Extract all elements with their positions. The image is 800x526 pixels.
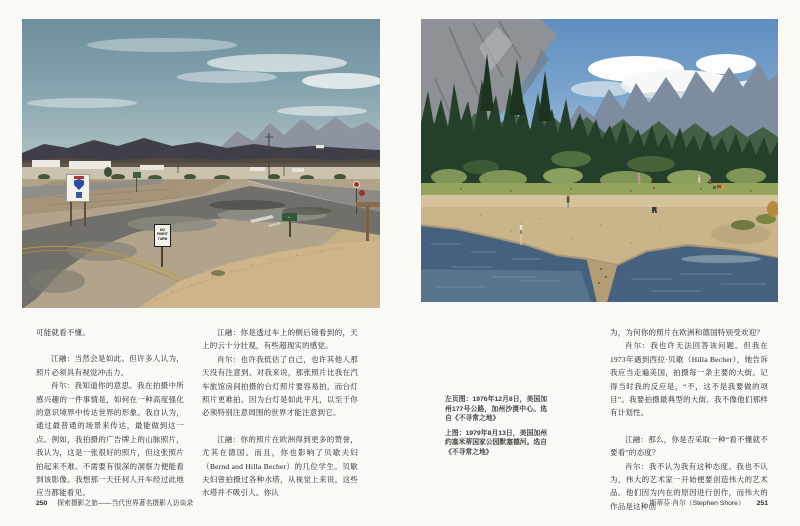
paragraph: 可能就看不懂。 — [36, 328, 90, 337]
sign-post — [136, 178, 137, 192]
paragraph: 江融：你是透过车上的侧后镜看到的，天上的云十分壮观，有些超现实的感觉。 — [202, 328, 358, 351]
no-right-turn-sign — [154, 224, 171, 247]
no-right-turn-text: NO RIGHT TURN — [157, 228, 168, 241]
interstate-shield-sign — [66, 174, 90, 202]
sign-post — [356, 188, 357, 214]
photo-caption: 上图：1979年8月13日，美国加州约塞米蒂国家公园默塞德河。选自《不寻常之地》 — [445, 429, 547, 456]
sign-post — [289, 221, 291, 237]
red-round-sign — [359, 190, 365, 196]
sign-post — [70, 202, 72, 226]
clouds — [27, 38, 380, 116]
footer-left — [36, 497, 366, 507]
sign-post — [161, 247, 163, 267]
page-number: 251 — [756, 500, 768, 507]
paragraph: 肖尔：也许我低估了自己，也许其他人那天没有注意到。对我来说，那张照片比我在汽车旅馆房间拍摄的台灯照片要容易拍，而台灯照片更难拍。因为台灯是如此平凡，以至于你必须特别注意周围的世界才能注意到它。 — [202, 354, 358, 418]
chapter-title: 斯蒂芬·肖尔（Stephen Shore） — [649, 500, 745, 507]
merced-river-illustration — [421, 19, 778, 302]
text-column-3 — [610, 326, 768, 513]
meadow — [421, 183, 778, 197]
book-title: 探索摄影之旅——当代世界著名摄影人访谈录 — [57, 500, 194, 507]
shield-icon — [74, 179, 84, 190]
paragraph: 为，为何你的照片在欧洲和德国特别受欢迎？ — [610, 328, 764, 337]
paragraph: 江融：你的照片在欧洲得到更多的赞誉，尤其在德国。而且，你也影响了贝歇夫妇（Bernd and Hilla Becher）的几位学生。贝歇夫妇曾拍摄过各种水塔，从视觉上来说，这些水塔并不吸引人。你认 — [202, 434, 358, 498]
sign-post — [84, 202, 86, 226]
shield-small-mark — [76, 192, 82, 198]
text-column-2 — [202, 326, 358, 500]
sign-post — [366, 207, 369, 241]
paragraph: 肖尔：我也许无法回答该问题。但我在1973年遇到西拉·贝歇（Hilla Becher），她告诉我应当走遍美国，拍摄每一条主要的大街。记得当时我的反应是，“不，这不是我要做的项目”。我要拍摄最典型的大街。我不像他们那样有计划性。 — [610, 341, 768, 418]
green-arrow-sign — [282, 213, 297, 221]
page-number: 250 — [36, 500, 48, 507]
photo-desert-crossroads — [22, 19, 380, 308]
left-arrow-icon: ← — [286, 214, 293, 220]
footer-right — [560, 497, 768, 507]
text-column-1 — [36, 326, 184, 500]
desert-crossroads-illustration — [22, 19, 380, 308]
distant-vehicle — [316, 145, 324, 149]
red-round-sign — [353, 181, 360, 188]
paragraph: 江融：那么，你是否采取一种“看不懂就不要看”的态度？ — [610, 434, 768, 458]
photo-caption: 左页图：1976年12月8日，美国加州177号公路，加州沙漠中心。选自《不寻常之地》 — [445, 396, 547, 423]
paragraph: 肖尔：我知道你的意思。我在拍摄中所感兴趣的一件事情是，如何在一种高度强化的意识境界中传达世界的形象。我自认为，通过最普通的场景来传达，最能做到这一点。例如，我拍摄的广告牌上的山脉照片，我认为，这是一张很好的照片，但这张照片拍起来不难。不需要有很深的洞察力便能看到该影像。我想那一天任何人开车经过此地应当都能看见。 — [36, 381, 184, 498]
paragraph: 江融：当然会是如此。但许多人认为，照片必须具有视觉冲击力。 — [36, 354, 184, 377]
photo-merced-river — [421, 19, 778, 302]
paragraph: 肖尔：我不认为我有这种态度。我也不认为，伟大的艺术家一开始便要创造伟大的艺术品。他们因为内在的原因进行创作，而伟大的作品是这种创 — [610, 461, 768, 511]
shield-red-bar — [74, 176, 84, 179]
photo-captions — [445, 395, 547, 458]
green-highway-sign — [133, 172, 141, 178]
